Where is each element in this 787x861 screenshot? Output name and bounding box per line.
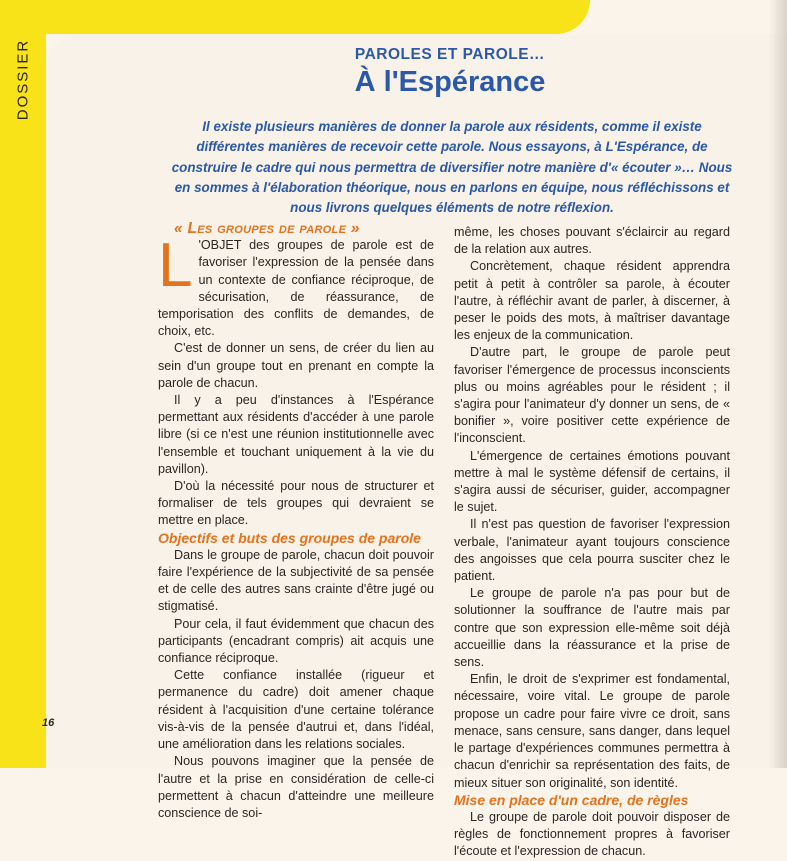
article-intro: Il existe plusieurs manières de donner la parole aux résidents, comme il existe différentes manières de recevoir cette parole. Nous essayons, à L'Espérance, de construire le cadre qui nous permettra de diversifier notre manière d'« écouter »… Nous en sommes à l'élaboration théorique, nous en parlons en équipe, nous réfléchissons et nous livrons quelques éléments de notre réflexion. — [171, 119, 733, 216]
paragraph: L'émergence de certaines émotions pouvant mettre à mal le système défensif de certains, il s'agira aussi de sécuriser, guider, accompagner le sujet. — [454, 448, 730, 515]
section-label — [8, 34, 38, 124]
intro-paragraph — [158, 231, 434, 340]
paragraph: Le groupe de parole doit pouvoir disposer de règles de fonctionnement propres à favoriser l'écoute et l'expression de chacun. — [454, 809, 730, 859]
paragraph: D'où la nécessité pour nous de structurer et formaliser de tels groupes qui devraient se mettre en place. — [158, 479, 434, 528]
section-heading — [158, 220, 434, 237]
paragraph: Il n'est pas question de favoriser l'expression verbale, l'animateur ayant toujours conscience des angoisses que cela pourra susciter chez le patient. — [454, 517, 730, 584]
page-spine-shadow — [769, 0, 787, 768]
page-number: 16 — [42, 717, 55, 729]
paragraph: Pour cela, il faut évidemment que chacun des participants (encadrant compris) ait acquis une confiance réciproque. — [158, 616, 434, 666]
right-column — [454, 224, 730, 861]
section-label-text: DOSSIER — [14, 38, 32, 120]
paragraph: Le groupe de parole n'a pas pour but de solutionner la souffrance de l'autre mais par contre que son expression elle-même soit déjà accueillie dans la réassurance et la prise de sens. — [454, 586, 730, 670]
section-heading-text: « Les groupes de parole » — [174, 220, 360, 237]
paragraph: Concrètement, chaque résident apprendra petit à petit à contrôler sa parole, à écouter l'autre, à réfléchir avant de parler, à discerner, à peser le poids des mots, à maîtriser davantage les enjeux de la communication. — [454, 259, 730, 343]
paragraph: Il y a peu d'instances à l'Espérance permettant aux résidents d'accéder à une parole libre (si ce n'est une réunion institutionnelle avec l'ensemble et touchant uniquement à la vie du pavillon). — [158, 393, 434, 476]
article-title: À l'Espérance — [354, 66, 546, 98]
subheading-objectives: Objectifs et buts des groupes de parole — [158, 529, 421, 546]
yellow-header-band — [0, 0, 590, 34]
paragraph: même, les choses pouvant s'éclaircir au regard de la relation aux autres. — [454, 225, 730, 257]
subheading-rules: Mise en place d'un cadre, de règles — [454, 791, 689, 808]
intro-paragraph-text: 'OBJET des groupes de parole est de favoriser l'expression de la pensée dans un contexte de confiance réciproque, de sécurisation, de réassurance, de temporisation des conflits de demandes, de choix, etc. — [158, 238, 434, 339]
drop-cap: L — [158, 231, 193, 301]
paragraph: Dans le groupe de parole, chacun doit pouvoir faire l'expérience de la subjectivité de sa pensée et de celle des autres sans crainte d'être jugé ou stigmatisé. — [158, 547, 434, 614]
paragraph: Enfin, le droit de s'exprimer est fondamental, nécessaire, voire vital. Le groupe de parole propose un cadre pour faire vivre ce droit, sans menace, sans censure, sans danger, dans lequel le partage d'expériences communes permettra à chacun d'enrichir sa représentation des faits, de mieux situer son originalité, son identité. — [454, 672, 730, 790]
paragraph: C'est de donner un sens, de créer du lien au sein d'un groupe tout en prenant en compte la parole de chacun. — [158, 341, 434, 390]
article-kicker: PAROLES ET PAROLE… — [354, 46, 546, 63]
paragraph: D'autre part, le groupe de parole peut favoriser l'émergence de processus inconscients plus ou moins agréables pour le résident ; il s'agira pour l'animateur d'y donner un sens, de « bonifier », voire positiver cette expérience de l'inconscient. — [454, 345, 730, 446]
paragraph: Cette confiance installée (rigueur et permanence du cadre) doit amener chaque résident à l'acquisition d'une certaine tolérance vis-à-vis de la pensée d'autrui et, dans l'idéal, une amélioration dans les relations sociales. — [158, 668, 434, 752]
left-column — [158, 220, 434, 822]
paragraph: Nous pouvons imaginer que la pensée de l'autre et la prise en considération de celle-ci permettent à chacun d'atteindre une meilleure conscience de soi- — [158, 754, 434, 820]
